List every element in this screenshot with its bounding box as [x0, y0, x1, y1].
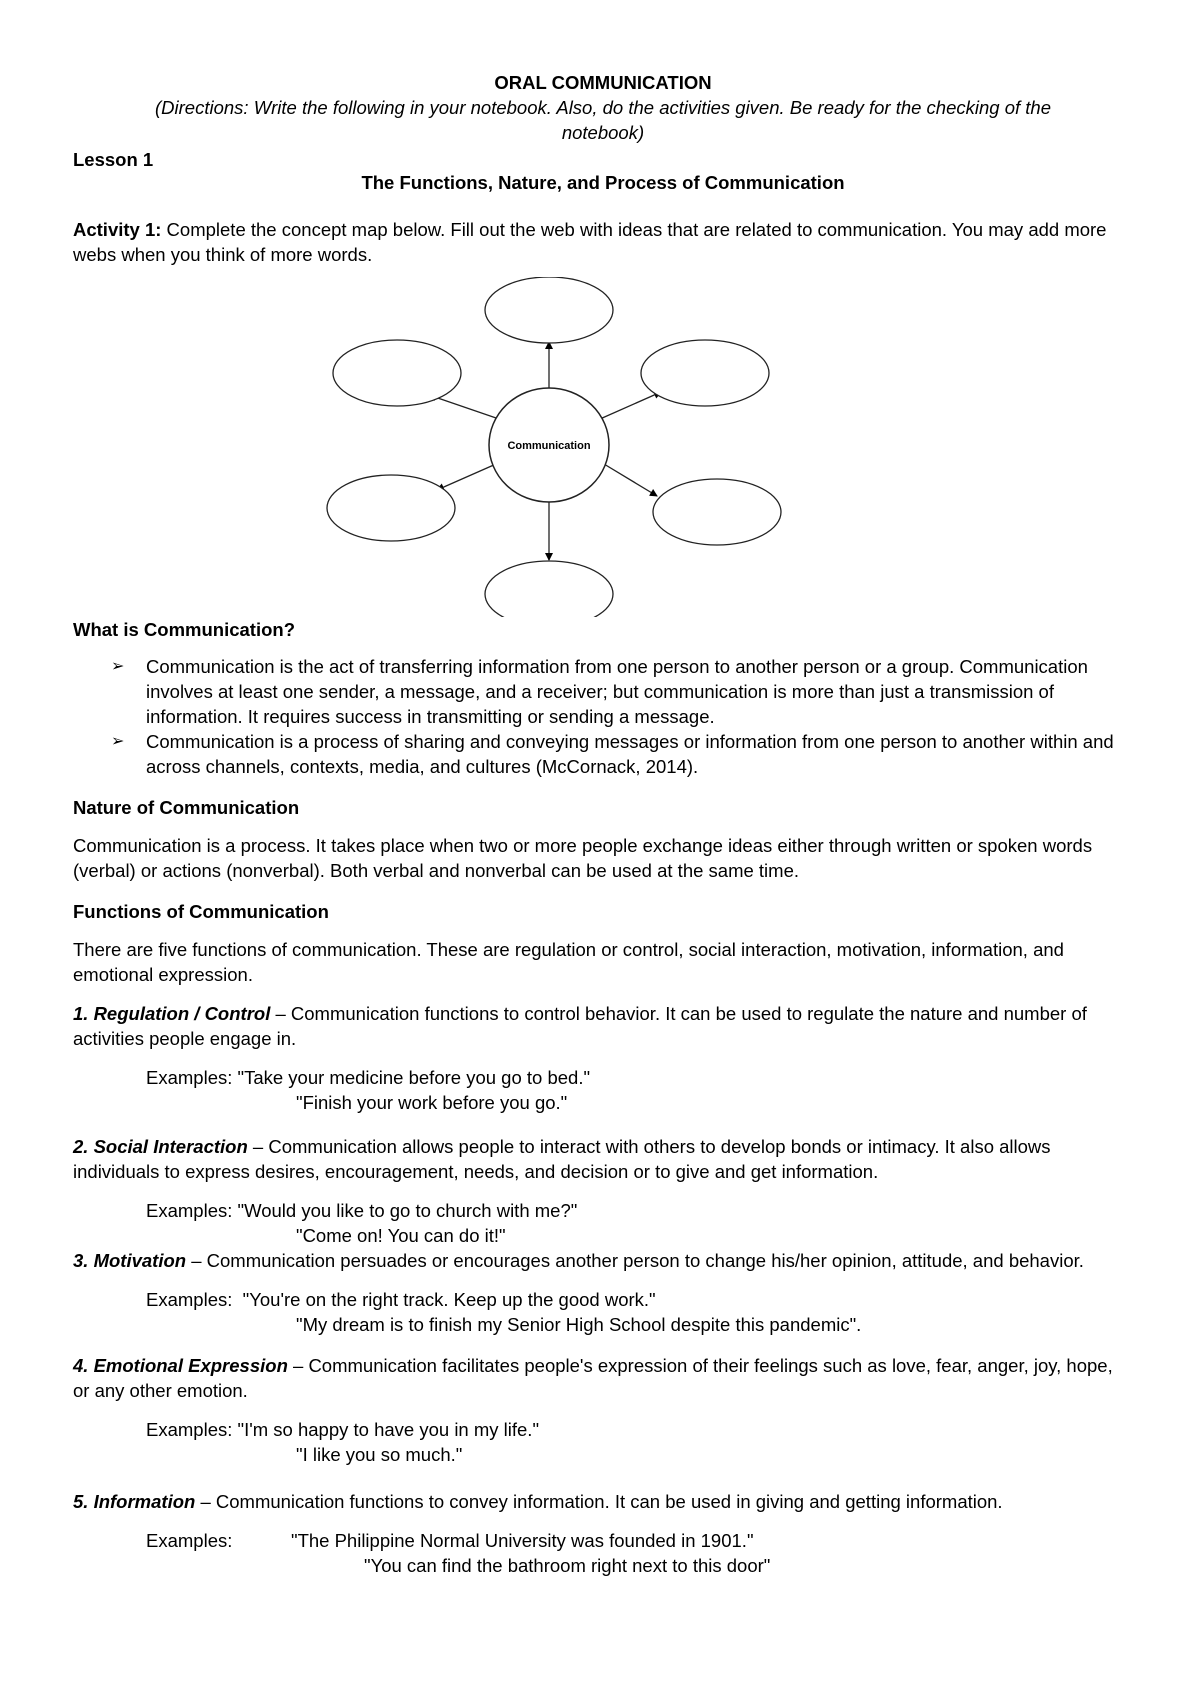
- functions-intro: There are five functions of communication. These are regulation or control, social interaction, motivation, information, and emotional expression.: [73, 939, 1064, 985]
- connector-upper-right: [600, 392, 661, 419]
- what-is-heading: What is Communication?: [73, 619, 295, 640]
- document-page: [73, 70, 1133, 1578]
- definition-list: [73, 654, 1133, 779]
- function-motivation: 3. Motivation – Communication persuades or encourages another person to change his/her opinion, attitude, and behavior.: [73, 1250, 1084, 1271]
- connector-upper-left: [429, 395, 499, 419]
- connector-lower-right: [604, 464, 657, 496]
- concept-node-upper-left: [333, 340, 461, 406]
- examples-regulation: Examples: "Take your medicine before you go to bed." "Finish your work before you go.": [146, 1067, 591, 1113]
- document-title: ORAL COMMUNICATION: [494, 72, 712, 93]
- examples-information: Examples: "The Philippine Normal University was founded in 1901." "You can find the bathroom right next to this door": [146, 1530, 771, 1576]
- function-emotional-expression: 4. Emotional Expression – Communication facilitates people's expression of their feelings such as love, fear, anger, joy, hope, or any other emotion.: [73, 1355, 1113, 1401]
- function-information: 5. Information – Communication functions to convey information. It can be used in giving and getting information.: [73, 1491, 1003, 1512]
- activity-label: Activity 1:: [73, 219, 162, 240]
- concept-map-diagram: [73, 277, 1133, 617]
- definition-item: ➢ Communication is the act of transferring information from one person to another person or a group. Communication involves at least one sender, a message, and a receiver; but communication is more than just a transmission of information. It requires success in transmitting or sending a message.: [111, 656, 1088, 727]
- concept-map: [73, 277, 1133, 617]
- concept-center-label: Communication: [507, 440, 591, 452]
- concept-node-upper-right: [641, 340, 769, 406]
- directions-text: (Directions: Write the following in your notebook. Also, do the activities given. Be ready for the checking of the notebook): [155, 97, 1051, 143]
- functions-heading: Functions of Communication: [73, 901, 329, 922]
- concept-node-lower-left: [327, 475, 455, 541]
- function-regulation: 1. Regulation / Control – Communication functions to control behavior. It can be used to regulate the nature and number of activities people engage in.: [73, 1003, 1087, 1049]
- activity-instructions: [73, 217, 1133, 267]
- concept-node-lower-right: [653, 479, 781, 545]
- lesson-label: Lesson 1: [73, 149, 154, 170]
- nature-heading: Nature of Communication: [73, 797, 300, 818]
- connector-lower-left: [437, 464, 496, 490]
- definition-item: ➢ Communication is a process of sharing and conveying messages or information from one person to another within and across channels, contexts, media, and cultures (McCornack, 2014).: [111, 731, 1114, 777]
- arrowhead-bullet-icon: ➢: [111, 658, 125, 675]
- concept-node-bottom: [485, 561, 613, 617]
- nature-text: Communication is a process. It takes place when two or more people exchange ideas either through written or spoken words (verbal) or actions (nonverbal). Both verbal and nonverbal can be used at the same time.: [73, 835, 1093, 881]
- examples-emotional-expression: Examples: "I'm so happy to have you in my life." "I like you so much.": [146, 1419, 540, 1465]
- activity-text: Complete the concept map below. Fill out the web with ideas that are related to communication. You may add more webs when you think of more words.: [73, 219, 1107, 265]
- examples-social-interaction: Examples: "Would you like to go to church with me?" "Come on! You can do it!": [146, 1200, 578, 1246]
- arrowhead-bullet-icon: ➢: [111, 733, 125, 750]
- concept-node-top: [485, 277, 613, 343]
- examples-motivation: Examples: "You're on the right track. Keep up the good work." "My dream is to finish my Senior High School despite this pandemic".: [146, 1289, 862, 1335]
- lesson-title: The Functions, Nature, and Process of Communication: [361, 172, 845, 193]
- function-social-interaction: 2. Social Interaction – Communication allows people to interact with others to develop bonds or intimacy. It also allows individuals to express desires, encouragement, needs, and decision or to give and get information.: [73, 1136, 1051, 1182]
